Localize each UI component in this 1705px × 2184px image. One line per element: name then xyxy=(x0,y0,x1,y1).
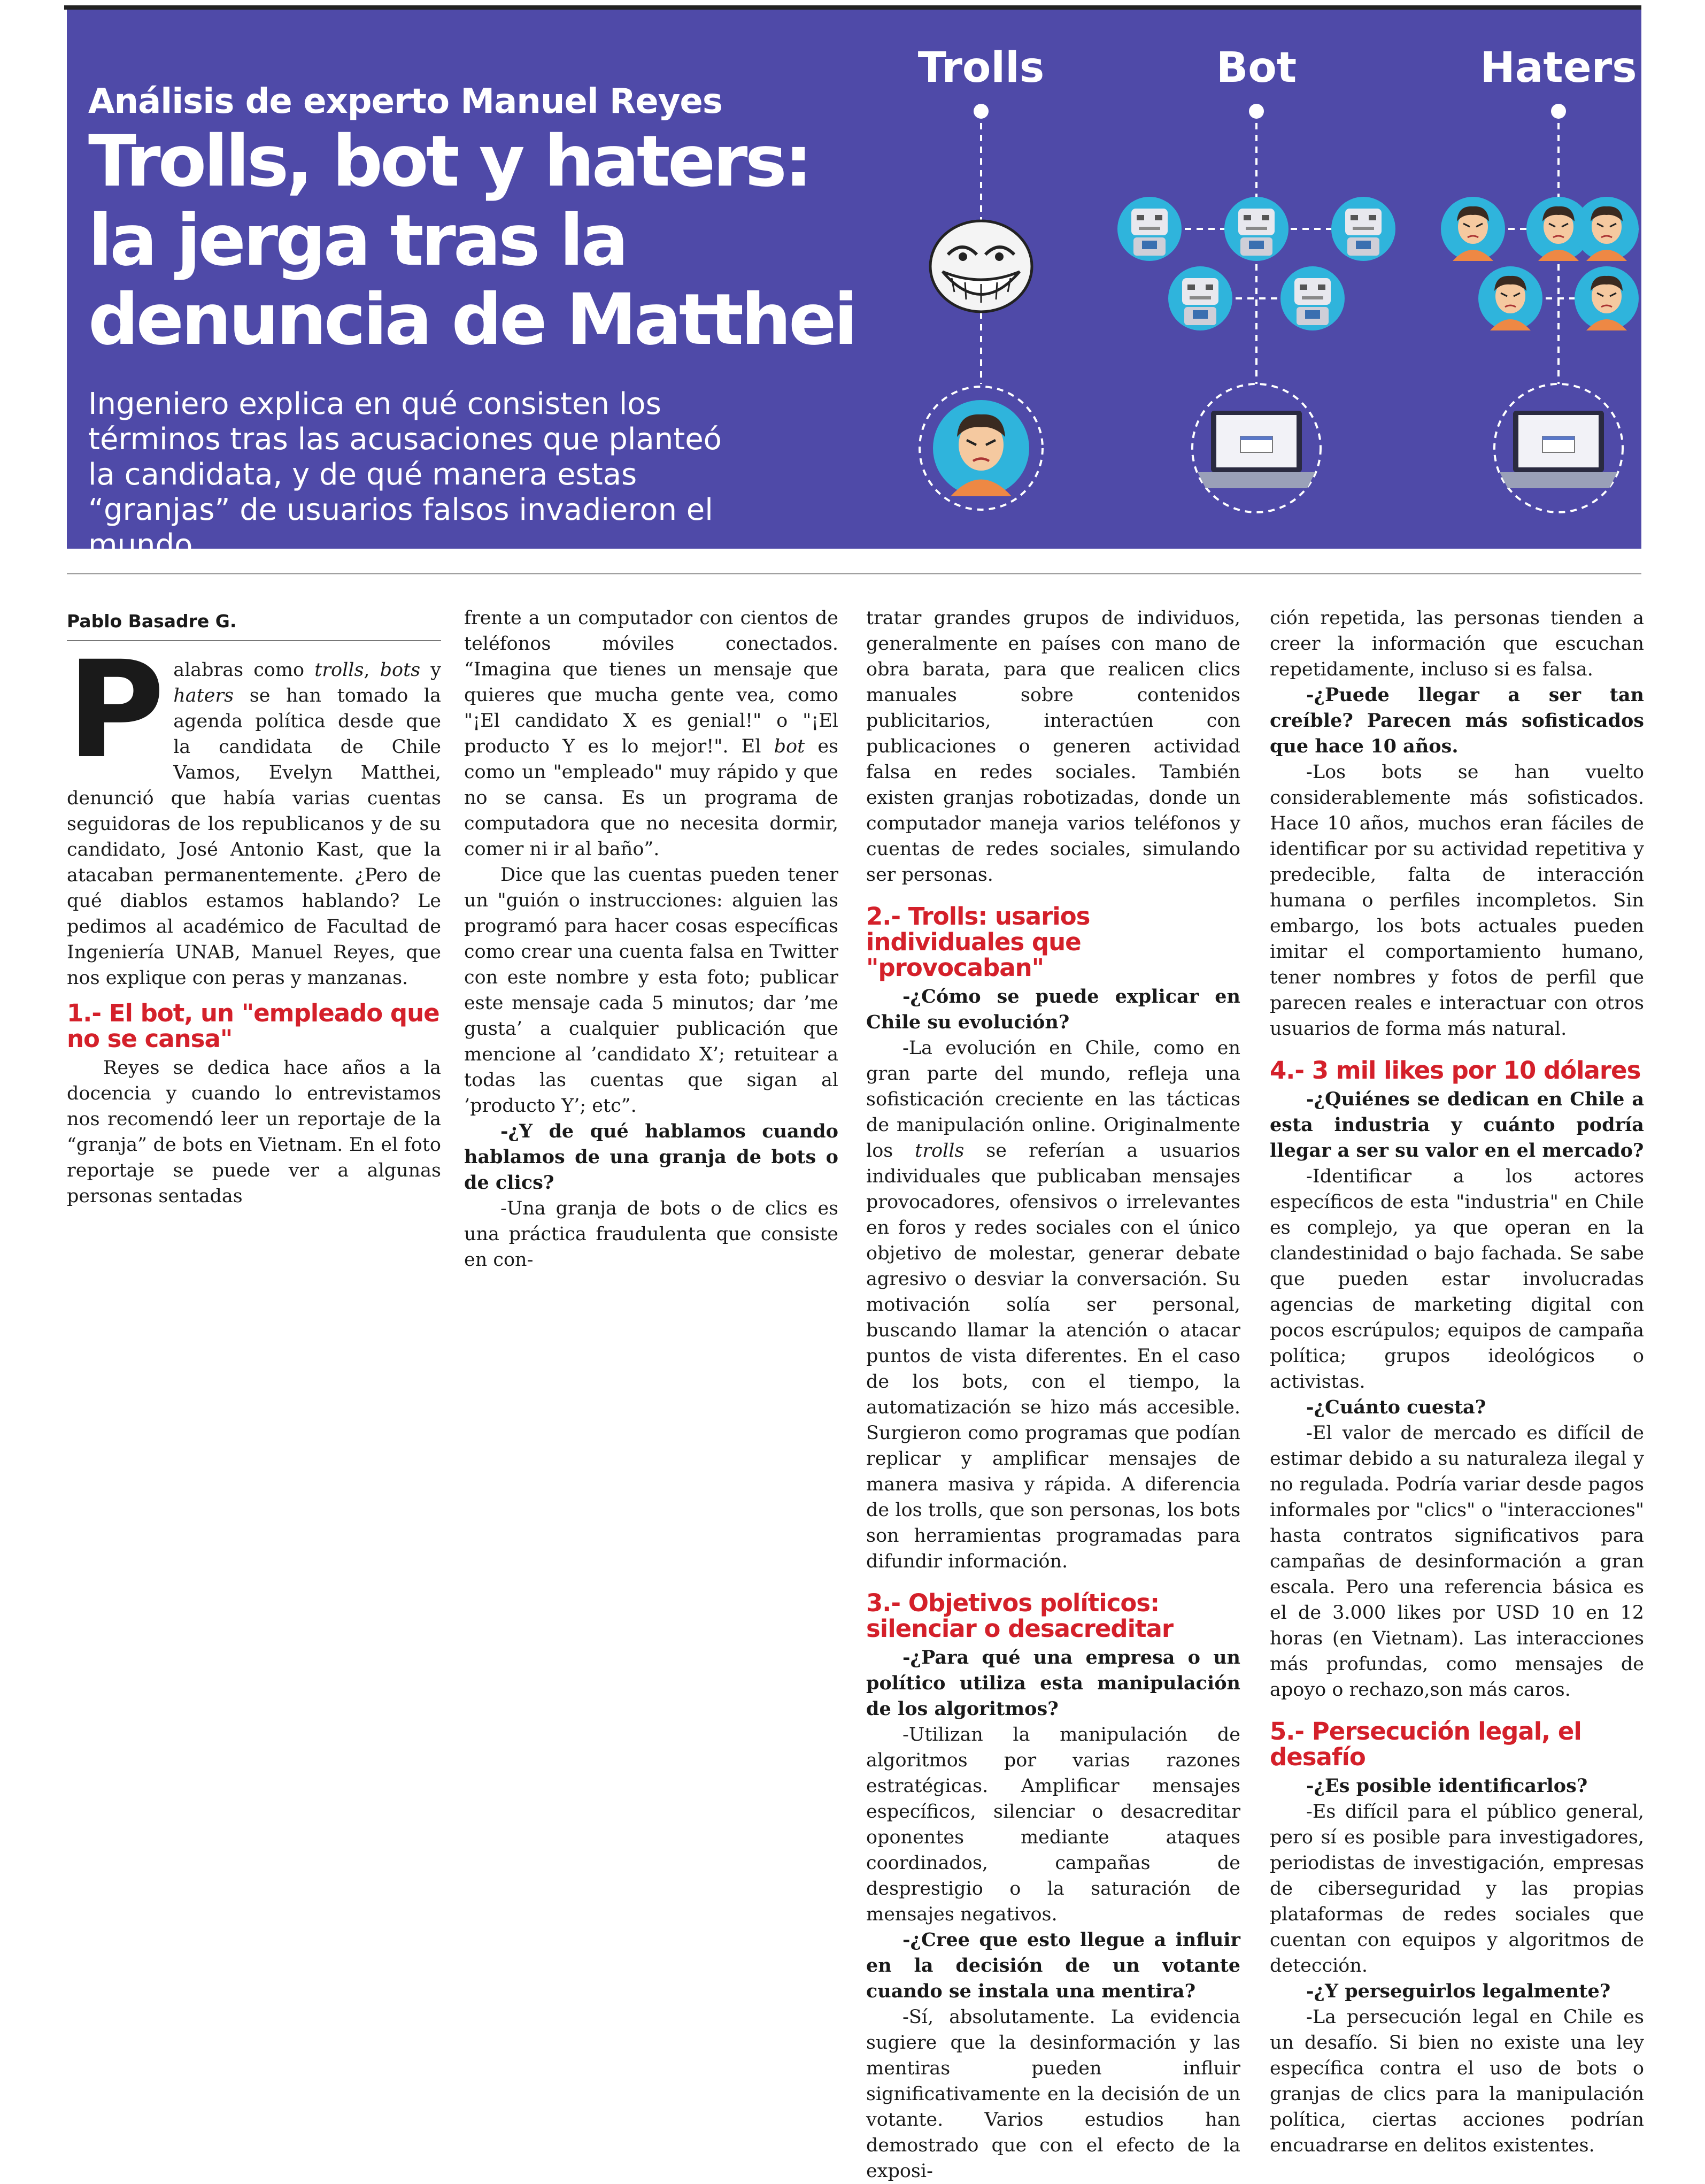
intro-sep: , xyxy=(364,659,380,681)
intro-paragraph xyxy=(67,632,441,991)
paragraph: -Sí, absolutamente. La evidencia sugiere que la desinformación y las mentiras pueden influir significativamente en la decisión de un votante. Varios estudios han demostrado que con el efecto de la exposi- xyxy=(866,2006,1240,2182)
intro-sep: y xyxy=(420,659,441,681)
paragraph-text: -La evolución en Chile, como en gran parte del mundo, refleja una sofisticación creciente en las tácticas de manipulación online. Originalmente los xyxy=(866,1037,1240,1162)
paragraph xyxy=(866,1035,1240,1574)
hater-icon-1 xyxy=(1441,197,1505,261)
intro-em-bots: bots xyxy=(380,659,421,681)
question: -¿Es posible identificarlos? xyxy=(1306,1775,1588,1797)
paragraph: -La persecución legal en Chile es un desafío. Si bien no existe una ley específica contra el uso de bots o granjas de clics para la manipulación política, ciertas acciones podrían encuadrarse en delitos existentes. xyxy=(1270,2006,1644,2156)
section-heading-2: 2.- Trolls: usarios individuales que "provocaban" xyxy=(866,902,1090,982)
paragraph: ción repetida, las personas tienden a creer la información que escuchan repetidamente, incluso si es falsa. xyxy=(1270,607,1644,680)
section-rule xyxy=(67,573,1641,574)
column-3 xyxy=(866,605,1240,2184)
trolls-bot-haters-graphic xyxy=(842,42,1639,523)
header-banner xyxy=(67,10,1641,563)
section-heading-5: 5.- Persecución legal, el desafío xyxy=(1270,1717,1581,1771)
paragraph-text: frente a un computador con cientos de teléfonos móviles conectados. “Imagina que tienes un mensaje que quieres que mucha gente vea, como "¡El candidato X es genial!" o "¡El producto Y es lo mejor!". El xyxy=(464,607,838,757)
question: -¿Para qué una empresa o un político utiliza esta manipulación de los algoritmos? xyxy=(866,1647,1240,1720)
paragraph: -Los bots se han vuelto considerablemente más sofisticados. Hace 10 años, muchos eran fáciles de identificar por su actividad repetitiva y predecible, falta de interacción humana o perfiles incompletos. Sin embargo, los bots actuales pueden imitar el comportamiento humano, tener nombres y fotos de perfil que parecen reales e interactuar con otros usuarios de forma más natural. xyxy=(1270,762,1644,1040)
bot-icon-4 xyxy=(1168,266,1232,330)
bot-icon-1 xyxy=(1117,197,1182,261)
question: -¿Quiénes se dedican en Chile a esta industria y cuánto podría llegar a ser su valor en el mercado? xyxy=(1270,1088,1644,1162)
paragraph: -Identificar a los actores específicos de esta "industria" en Chile es complejo, ya que operan en la clandestinidad o bajo fachada. Se sabe que pueden estar involucradas agencias de marketing digital con pocos escrúpulos; equipos de campaña política; grupos ideológicos o activistas. xyxy=(1270,1166,1644,1393)
column-1 xyxy=(67,605,441,1209)
question: -¿Cree que esto llegue a influir en la decisión de un votante cuando se instala una mentira? xyxy=(866,1929,1240,2002)
paragraph xyxy=(464,605,838,862)
question: -¿Puede llegar a ser tan creíble? Parecen más sofisticados que hace 10 años. xyxy=(1270,684,1644,757)
column-4 xyxy=(1270,605,1644,2158)
deck: Ingeniero explica en qué consisten los términos tras las acusaciones que planteó la candidata, y de qué manera estas “granjas” de usuarios falsos invadieron el mundo. xyxy=(88,387,722,563)
paragraph: Dice que las cuentas pueden tener un "guión o instrucciones: alguien las programó para hacer cosas específicas como crear una cuenta falsa en Twitter con este nombre y esta foto; publicar este mensaje cada 5 minutos; dar ’me gusta’ a cualquier publicación que mencione al ’candidato X’; retuitear a todas las cuentas que sigan al ’producto Y’; etc”. xyxy=(464,864,838,1117)
byline: Pablo Basadre G. xyxy=(67,605,441,641)
graphic-label-trolls: Trolls xyxy=(917,44,1045,92)
intro-em-trolls: trolls xyxy=(314,659,364,681)
paragraph: Reyes se dedica hace años a la docencia y cuando lo entrevistamos nos recomendó leer un reportaje de la “granja” de bots en Vietnam. En el foto reportaje se puede ver a algunas personas sentadas xyxy=(67,1057,441,1207)
paragraph: -El valor de mercado es difícil de estimar debido a su naturaleza ilegal y no regulada. Podría variar desde pagos informales por "clics" o "interacciones" hasta contratos significativos para campañas de desinformación a gran escala. Pero una referencia básica es el de 3.000 likes por USD 10 en 12 horas (en Vietnam). Las interacciones más profundas, como mensajes de apoyo o rechazo,son más caros. xyxy=(1270,1422,1644,1701)
question: -¿Y de qué hablamos cuando hablamos de una granja de bots o de clics? xyxy=(464,1120,838,1194)
drop-cap: P xyxy=(67,632,165,788)
paragraph: -Es difícil para el público general, pero sí es posible para investigadores, periodistas de investigación, empresas de ciberseguridad y las propias plataformas de redes sociales que cuentan con equipos y algoritmos de detección. xyxy=(1270,1801,1644,1977)
paragraph-em: trolls xyxy=(915,1140,965,1162)
trollface-icon xyxy=(930,221,1032,312)
bot-laptop-icon xyxy=(1192,384,1321,512)
question: -¿Y perseguirlos legalmente? xyxy=(1306,1980,1611,2002)
intro-text: alabras como xyxy=(173,659,315,681)
headline-line-3: denuncia de Matthei xyxy=(88,279,855,361)
paragraph: tratar grandes grupos de individuos, generalmente en países con mano de obra barata, para que realicen clics manuales sobre contenidos publicitarios, interactúen con publicaciones o generen actividad falsa en redes sociales. También existen granjas robotizadas, donde un computador maneja varios teléfonos y cuentas de redes sociales, simulando ser personas. xyxy=(866,607,1240,886)
bot-icon-2 xyxy=(1224,197,1289,261)
question: -¿Cómo se puede explicar en Chile su evolución? xyxy=(866,986,1240,1033)
paragraph-text: se referían a usuarios individuales que publicaban mensajes provocadores, ofensivos o irrelevantes en foros y redes sociales con el único objetivo de molestar, generar debate agresivo o desviar la conversación. Su motivación solía ser personal, buscando llamar la atención o atacar puntos de vista diferentes. En el caso de los bots, con el tiempo, la automatización se hizo más accesible. Surgieron como programas que podían replicar y amplificar mensajes de manera masiva y rápida. A diferencia de los trolls, que son personas, los bots son herramientas programadas para difundir información. xyxy=(866,1140,1240,1572)
troll-person-icon xyxy=(920,387,1043,510)
column-2 xyxy=(464,605,838,1273)
section-heading-4: 4.- 3 mil likes por 10 dólares xyxy=(1270,1056,1641,1085)
intro-text-rest: se han tomado la agenda política desde que la candidata de Chile Vamos, Evelyn Matthei, denunció que había varias cuentas seguidoras de los republicanos y de su candidato, José Antonio Kast, que la atacaban permanentemente. ¿Pero de qué diablos estamos hablando? Le pedimos al académico de Facultad de Ingeniería UNAB, Manuel Reyes, que nos explique con peras y manzanas. xyxy=(67,685,441,989)
paragraph: -Utilizan la manipulación de algoritmos por varias razones estratégicas. Amplificar mensajes específicos, silenciar o desacreditar oponentes mediante ataques coordinados, campañas de desprestigio o la saturación de mensajes negativos. xyxy=(866,1724,1240,1925)
kicker: Análisis de experto Manuel Reyes xyxy=(88,82,722,121)
section-heading-1: 1.- El bot, un "empleado que no se cansa" xyxy=(67,999,439,1053)
top-rule xyxy=(64,5,1641,10)
hater-icon-3 xyxy=(1575,197,1639,261)
paragraph-em: bot xyxy=(774,736,805,757)
headline-line-2: la jerga tras la xyxy=(88,199,626,282)
paragraph-text: es como un "empleado" muy rápido y que no se cansa. Es un programa de computadora que no necesita dormir, comer ni ir al baño”. xyxy=(464,736,838,860)
bot-icon-5 xyxy=(1280,266,1345,330)
question: -¿Cuánto cuesta? xyxy=(1306,1396,1486,1418)
hater-icon-5 xyxy=(1575,266,1639,330)
graphic-label-bot: Bot xyxy=(1216,44,1297,92)
haters-laptop-icon xyxy=(1494,384,1623,512)
paragraph: -Una granja de bots o de clics es una práctica fraudulenta que consiste en con- xyxy=(464,1198,838,1271)
graphic-label-haters: Haters xyxy=(1480,44,1637,92)
hater-icon-4 xyxy=(1478,266,1542,330)
headline xyxy=(88,122,869,359)
intro-em-haters: haters xyxy=(173,685,234,706)
bot-icon-3 xyxy=(1331,197,1395,261)
headline-line-1: Trolls, bot y haters: xyxy=(88,120,810,203)
section-heading-3: 3.- Objetivos políticos: silenciar o desacreditar xyxy=(866,1589,1174,1643)
